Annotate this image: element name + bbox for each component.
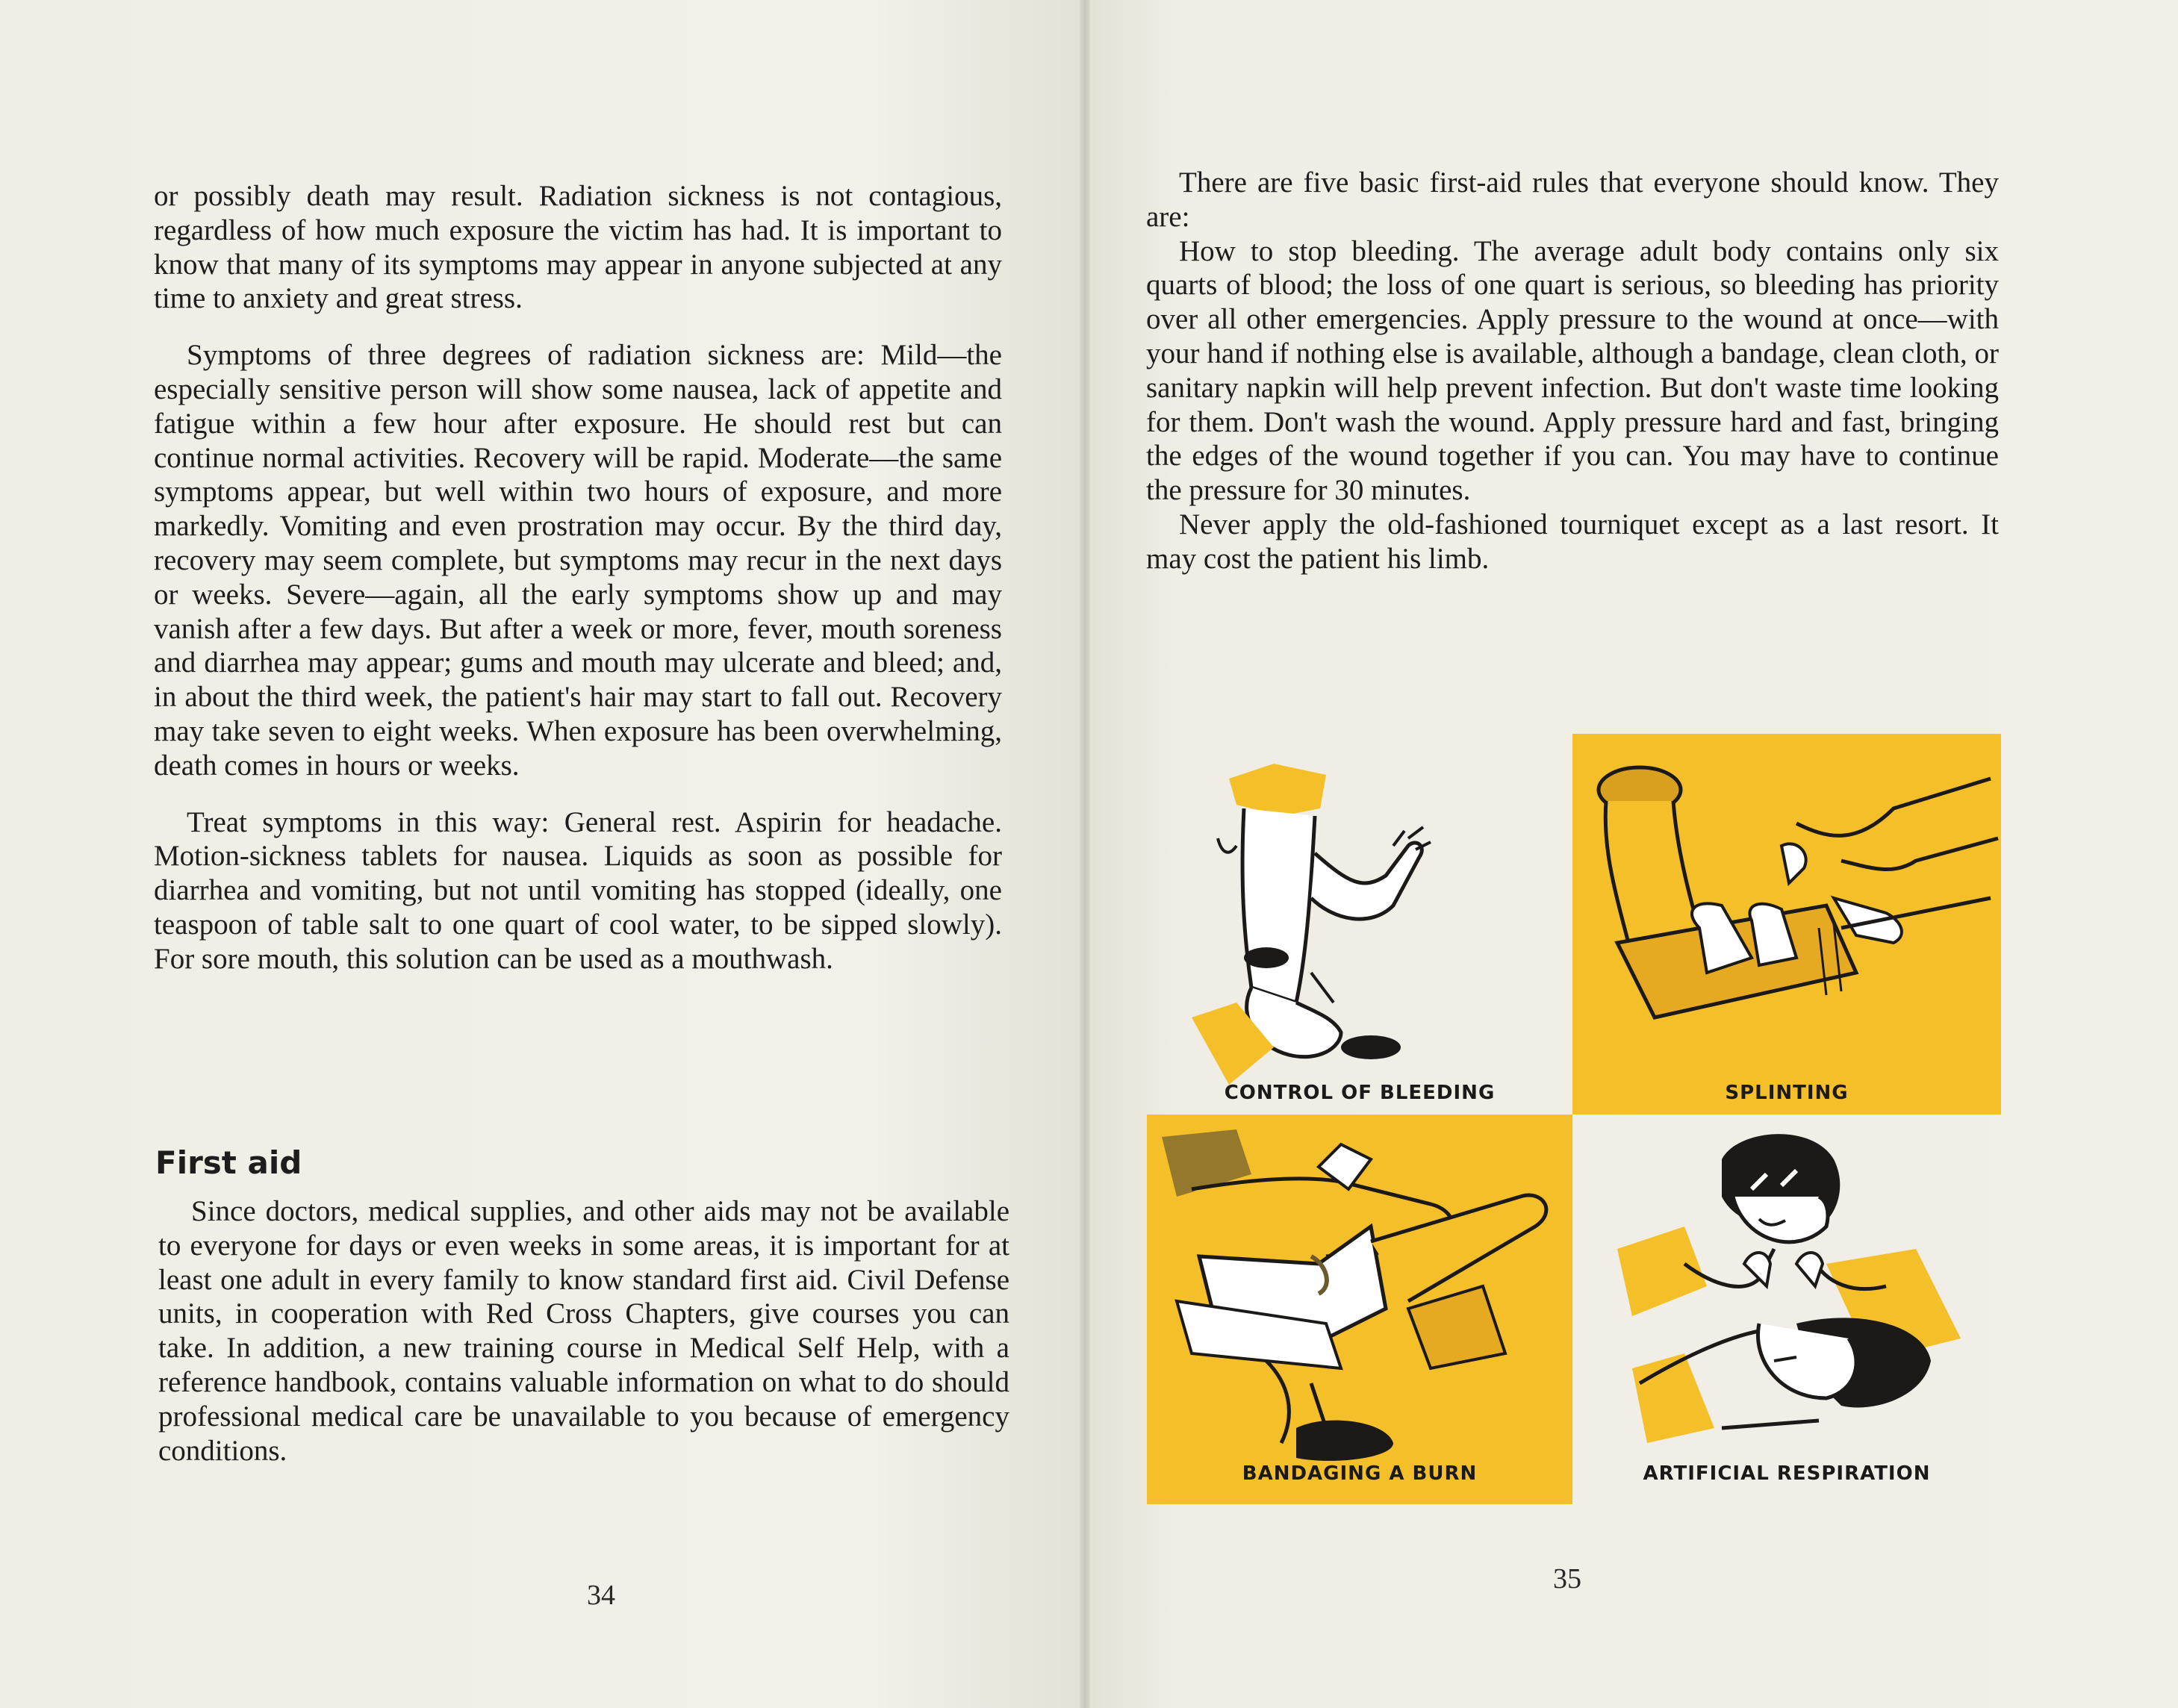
caption-bandaging-a-burn: BANDAGING A BURN [1242, 1462, 1478, 1485]
paragraph-stop-bleeding: How to stop bleeding. The average adult body contains only six quarts of blood; the loss of one quart is serious, so bleeding has priority over all other emergencies. Apply pressure to the wound at once—with your hand if nothing else is available, although a bandage, clean cloth, or sanitary napkin will help prevent infection. But don't waste time looking for them. Don't wash the wound. Apply pressure hard and fast, bringing the edges of the wound together if you can. You may have to continue the pressure for 30 minutes. [1146, 234, 1999, 507]
paragraph-tourniquet: Never apply the old-fashioned tourniquet except as a last resort. It may cost the patient his limb. [1146, 508, 1999, 575]
illustration-splinting [1572, 734, 2001, 1115]
left-page-body [154, 179, 1002, 976]
paragraph-first-aid: Since doctors, medical supplies, and other aids may not be available to everyone for days or even weeks in some areas, it is important for at least one adult in every family to know standard first aid. Civil Defense units, in cooperation with Red Cross Chapters, give courses you can take. In addition, a new training course in Medical Self Help, with a reference handbook, contains valuable information on what to do should professional medical care be unavailable to you because of emergency conditions. [158, 1195, 1009, 1467]
illustration-artificial-respiration [1572, 1115, 2001, 1504]
bleeding-drawing-icon [1147, 734, 1572, 1115]
burn-drawing-icon [1147, 1115, 1572, 1504]
caption-splinting: SPLINTING [1725, 1082, 1849, 1104]
first-aid-body [158, 1194, 1009, 1468]
paragraph-five-rules: There are five basic first-aid rules that everyone should know. They are: [1146, 166, 1999, 233]
first-aid-illustrations [1147, 734, 2001, 1504]
book-gutter [1080, 0, 1090, 1708]
caption-artificial-respiration: ARTIFICIAL RESPIRATION [1643, 1462, 1931, 1485]
caption-control-of-bleeding: CONTROL OF BLEEDING [1224, 1082, 1496, 1104]
splinting-drawing-icon [1572, 734, 2001, 1115]
respiration-drawing-icon [1572, 1115, 2001, 1504]
page-number-left: 34 [587, 1580, 615, 1611]
paragraph-radiation-degrees: Symptoms of three degrees of radiation sickness are: Mild—the especially sensitive person will show some nausea, lack of appetite and fatigue within a few hour after exposure. He should rest but can continue normal activities. Recovery will be rapid. Moderate—the same symptoms appear, but well within two hours of exposure, and more markedly. Vomiting and even prostration may occur. By the third day, recovery may seem complete, but symptoms may recur in the next days or weeks. Severe—again, all the early symptoms show up and may vanish after a few days. But after a week or more, fever, mouth soreness and diarrhea may appear; gums and mouth may ulcerate and bleed; and, in about the third week, the patient's hair may start to fall out. Recovery may take seven to eight weeks. When exposure has been overwhelming, death comes in hours or weeks. [154, 339, 1002, 782]
illustration-control-of-bleeding [1147, 734, 1572, 1115]
right-page-body [1146, 166, 1999, 576]
paragraph-treat-symptoms: Treat symptoms in this way: General rest. Aspirin for headache. Motion-sickness tablets for nausea. Liquids as soon as possible for diarrhea and vomiting, but not until vomiting has stopped (ideally, one teaspoon of table salt to one quart of cool water, to be sipped slowly). For sore mouth, this solution can be used as a mouthwash. [154, 805, 1002, 975]
page-number-right: 35 [1553, 1563, 1581, 1595]
illustration-bandaging-a-burn [1147, 1115, 1572, 1504]
paragraph-radiation-contagion: or possibly death may result. Radiation sickness is not contagious, regardless of how much exposure the victim has had. It is important to know that many of its symptoms may appear in anyone subjected at any time to anxiety and great stress. [154, 180, 1002, 315]
section-heading-first-aid: First aid [155, 1144, 302, 1181]
